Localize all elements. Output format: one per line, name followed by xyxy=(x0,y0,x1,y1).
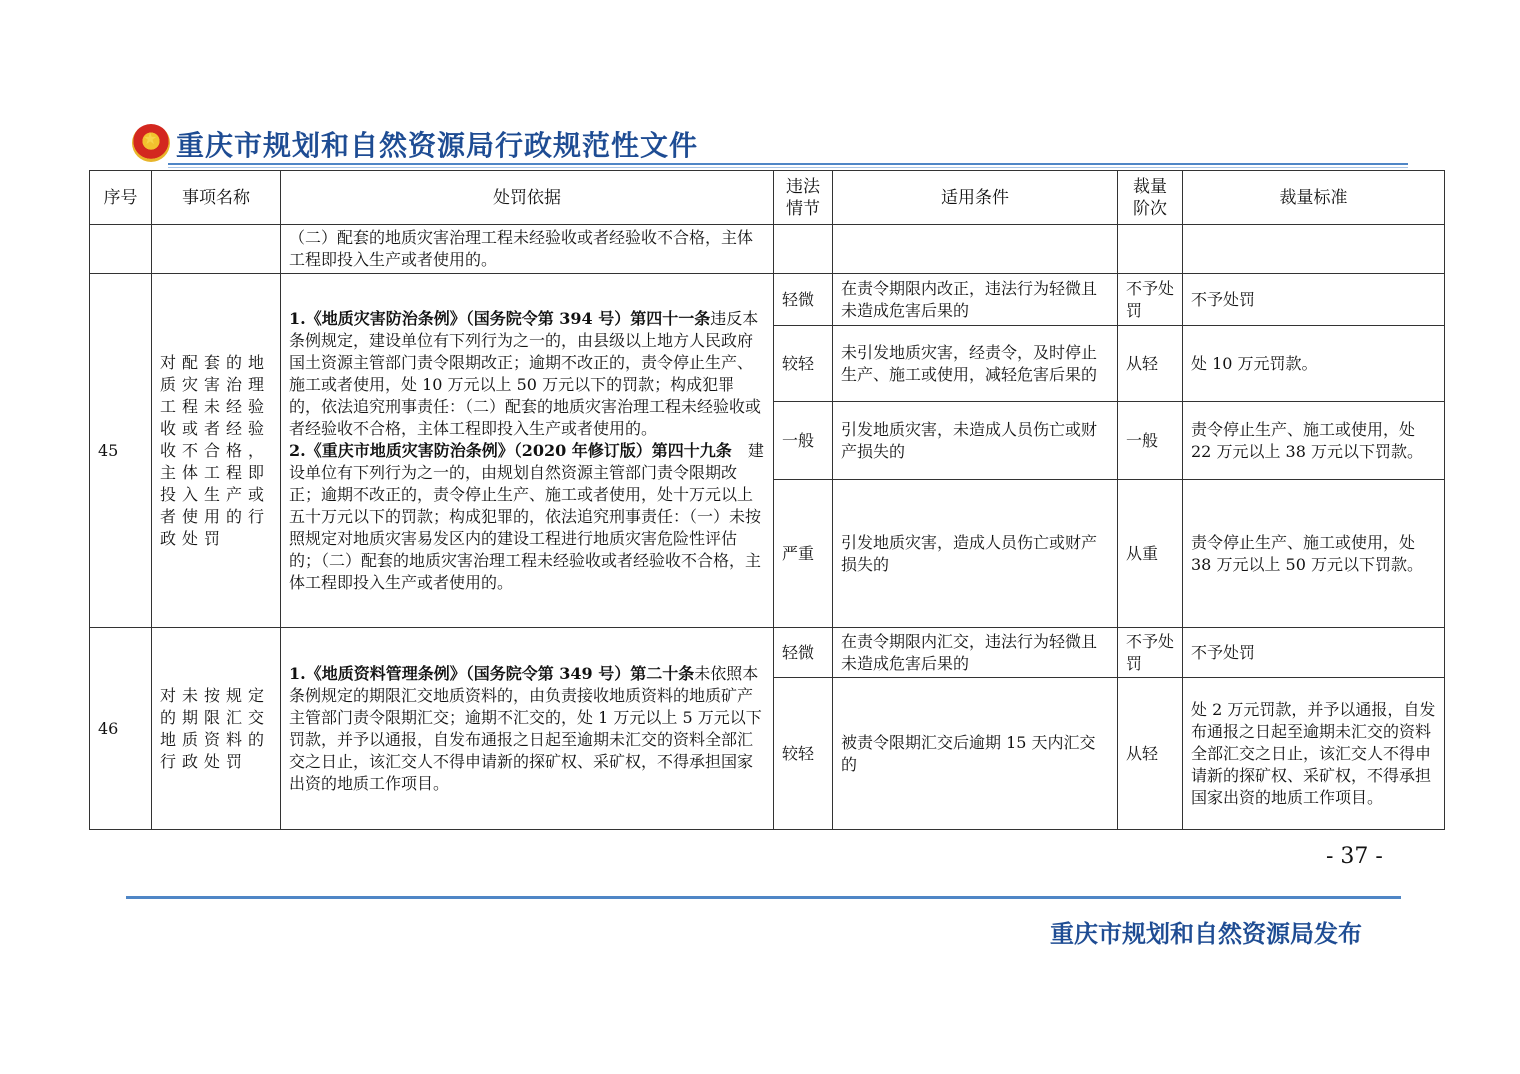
table-row xyxy=(90,274,1445,326)
cell-condition: 引发地质灾害，造成人员伤亡或财产损失的 xyxy=(833,480,1118,628)
document-header xyxy=(128,118,1408,168)
basis-text: 违反本条例规定，建设单位有下列行为之一的，由县级以上地方人民政府国土资源主管部门责令限期改正；逾期不改正的，责令停止生产、施工或者使用，处 10 万元以上 50 万元以下的罚款；构成犯罪的，依法追究刑事责任：（二）配套的地质灾害治理工程未经验收或者经验收不合格，主体工程即投入生产或者使用的。 xyxy=(289,308,762,438)
footer-rule xyxy=(126,896,1401,899)
basis-text: 建设单位有下列行为之一的，由规划自然资源主管部门责令限期改正；逾期不改正的，责令停止生产、施工或者使用，处十万元以上五十万元以下的罚款；构成犯罪的，依法追究刑事责任：（一）未按照规定对地质灾害易发区内的建设工程进行地质灾害危险性评估的；（二）配套的地质灾害治理工程未经验收或者经验收不合格，主体工程即投入生产或者使用的。 xyxy=(289,440,764,592)
cell-basis xyxy=(281,628,774,830)
cell-level: 从重 xyxy=(1118,480,1183,628)
col-header-no: 序号 xyxy=(90,171,152,225)
table-header-row xyxy=(90,171,1445,225)
cell-no: 45 xyxy=(90,274,152,628)
cell-basis xyxy=(281,274,774,628)
cell-level: 一般 xyxy=(1118,402,1183,480)
col-header-name: 事项名称 xyxy=(152,171,281,225)
basis-title: 1.《地质资料管理条例》（国务院令第 349 号）第二十条 xyxy=(289,663,695,683)
discretion-standard-table xyxy=(89,170,1445,830)
cell-level xyxy=(1118,225,1183,274)
cell-name: 对未按规定的期限汇交地质资料的行政处罚 xyxy=(152,628,281,830)
national-emblem-icon xyxy=(132,124,170,162)
col-header-level xyxy=(1118,171,1183,225)
cell-circumstance: 一般 xyxy=(774,402,833,480)
cell-standard: 处 10 万元罚款。 xyxy=(1183,326,1445,402)
header-rule-thin xyxy=(168,167,1408,168)
cell-no: 46 xyxy=(90,628,152,830)
cell-standard: 处 2 万元罚款，并予以通报，自发布通报之日起至逾期未汇交的资料全部汇交之日止，该汇交人不得申请新的探矿权、采矿权，不得承担国家出资的地质工作项目。 xyxy=(1183,678,1445,830)
basis-text: 未依照本条例规定的期限汇交地质资料的，由负责接收地质资料的地质矿产主管部门责令限期汇交；逾期不汇交的，处 1 万元以上 5 万元以下罚款，并予以通报，自发布通报之日起至逾期未汇交的资料全部汇交之日止，该汇交人不得申请新的探矿权、采矿权，不得承担国家出资的地质工作项目。 xyxy=(289,663,762,793)
col-header-circumstance-line1: 违法 xyxy=(786,176,820,197)
cell-condition xyxy=(833,225,1118,274)
cell-condition: 引发地质灾害，未造成人员伤亡或财产损失的 xyxy=(833,402,1118,480)
col-header-basis: 处罚依据 xyxy=(281,171,774,225)
cell-name xyxy=(152,225,281,274)
table-row xyxy=(90,628,1445,678)
cell-circumstance: 轻微 xyxy=(774,274,833,326)
col-header-standard: 裁量标准 xyxy=(1183,171,1445,225)
col-header-level-line2: 阶次 xyxy=(1133,198,1167,219)
header-title: 重庆市规划和自然资源局行政规范性文件 xyxy=(176,129,699,162)
cell-standard: 责令停止生产、施工或使用，处 38 万元以上 50 万元以下罚款。 xyxy=(1183,480,1445,628)
cell-circumstance: 较轻 xyxy=(774,326,833,402)
cell-no xyxy=(90,225,152,274)
cell-level: 从轻 xyxy=(1118,678,1183,830)
cell-level: 不予处罚 xyxy=(1118,628,1183,678)
col-header-circumstance-line2: 情节 xyxy=(786,198,820,219)
cell-standard: 责令停止生产、施工或使用，处 22 万元以上 38 万元以下罚款。 xyxy=(1183,402,1445,480)
col-header-circumstance xyxy=(774,171,833,225)
cell-condition: 在责令期限内改正，违法行为轻微且未造成危害后果的 xyxy=(833,274,1118,326)
cell-condition: 未引发地质灾害，经责令，及时停止生产、施工或使用，减轻危害后果的 xyxy=(833,326,1118,402)
cell-condition: 被责令限期汇交后逾期 15 天内汇交的 xyxy=(833,678,1118,830)
cell-name: 对配套的地质灾害治理工程未经验收或者经验收不合格，主体工程即投入生产或者使用的行政处罚 xyxy=(152,274,281,628)
cell-basis: （二）配套的地质灾害治理工程未经验收或者经验收不合格，主体工程即投入生产或者使用的。 xyxy=(281,225,774,274)
header-rule xyxy=(168,163,1408,165)
page-number: - 37 - xyxy=(1326,844,1383,869)
footer-publisher: 重庆市规划和自然资源局发布 xyxy=(1050,920,1362,948)
cell-circumstance: 轻微 xyxy=(774,628,833,678)
cell-level: 不予处罚 xyxy=(1118,274,1183,326)
col-header-level-line1: 裁量 xyxy=(1133,176,1167,197)
cell-circumstance xyxy=(774,225,833,274)
cell-standard: 不予处罚 xyxy=(1183,274,1445,326)
basis-title: 2.《重庆市地质灾害防治条例》（2020 年修订版）第四十九条 xyxy=(289,440,732,460)
cell-condition: 在责令期限内汇交，违法行为轻微且未造成危害后果的 xyxy=(833,628,1118,678)
basis-title: 1.《地质灾害防治条例》（国务院令第 394 号）第四十一条 xyxy=(289,308,711,328)
cell-standard xyxy=(1183,225,1445,274)
cell-level: 从轻 xyxy=(1118,326,1183,402)
cell-circumstance: 严重 xyxy=(774,480,833,628)
cell-standard: 不予处罚 xyxy=(1183,628,1445,678)
cell-circumstance: 较轻 xyxy=(774,678,833,830)
col-header-condition: 适用条件 xyxy=(833,171,1118,225)
table-row-continuation xyxy=(90,225,1445,274)
